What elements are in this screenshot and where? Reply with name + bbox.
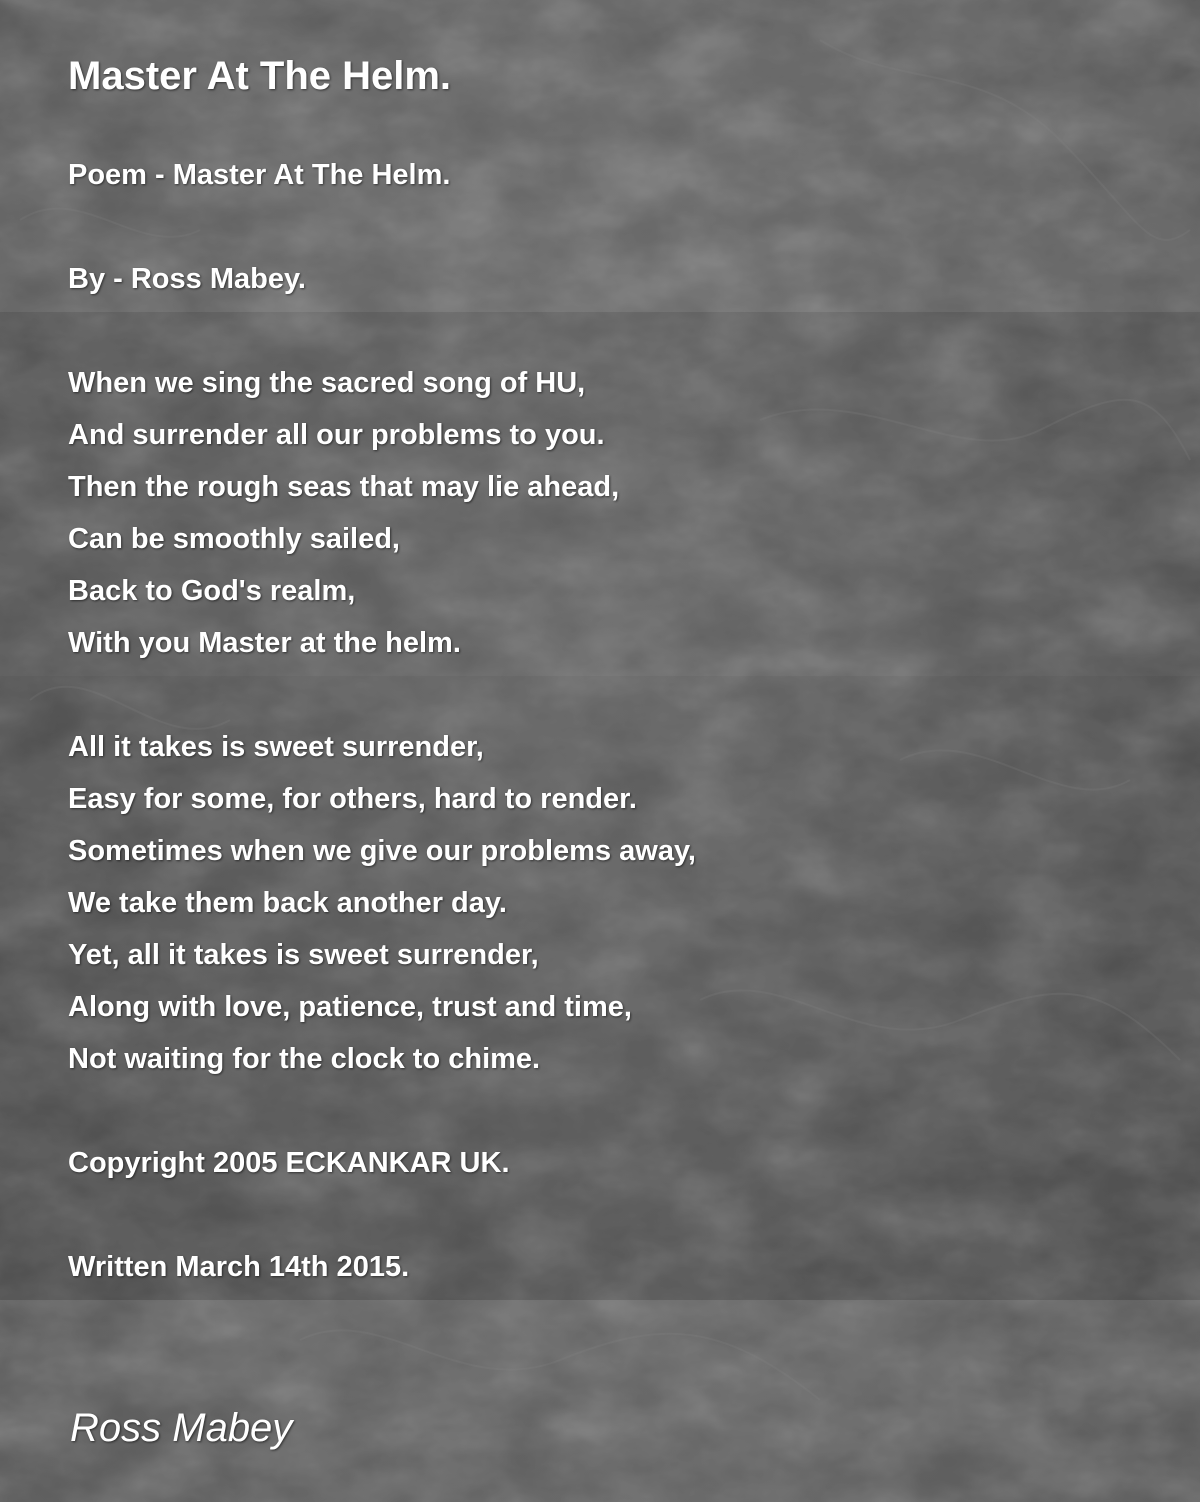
stanza2-line-2: Easy for some, for others, hard to render. [68,783,637,815]
stanza1-line-6: With you Master at the helm. [68,627,461,659]
poem-label: Poem - Master At The Helm. [68,159,451,191]
stanza2-line-1: All it takes is sweet surrender, [68,731,484,763]
stanza1-line-5: Back to God's realm, [68,575,356,607]
stanza2-line-4: We take them back another day. [68,887,507,919]
author-signature: Ross Mabey [70,1406,293,1450]
stanza1-line-1: When we sing the sacred song of HU, [68,367,586,399]
stanza2-line-6: Along with love, patience, trust and time, [68,991,632,1023]
stanza2-line-5: Yet, all it takes is sweet surrender, [68,939,539,971]
stanza2-line-7: Not waiting for the clock to chime. [68,1043,541,1075]
poem-byline: By - Ross Mabey. [68,263,306,295]
stanza1-line-4: Can be smoothly sailed, [68,523,400,555]
poem-title: Master At The Helm. [68,54,452,98]
stanza1-line-2: And surrender all our problems to you. [68,419,605,451]
stanza2-line-3: Sometimes when we give our problems away, [68,835,696,867]
stanza1-line-3: Then the rough seas that may lie ahead, [68,471,620,503]
copyright-notice: Copyright 2005 ECKANKAR UK. [68,1147,510,1179]
written-date: Written March 14th 2015. [68,1251,410,1283]
